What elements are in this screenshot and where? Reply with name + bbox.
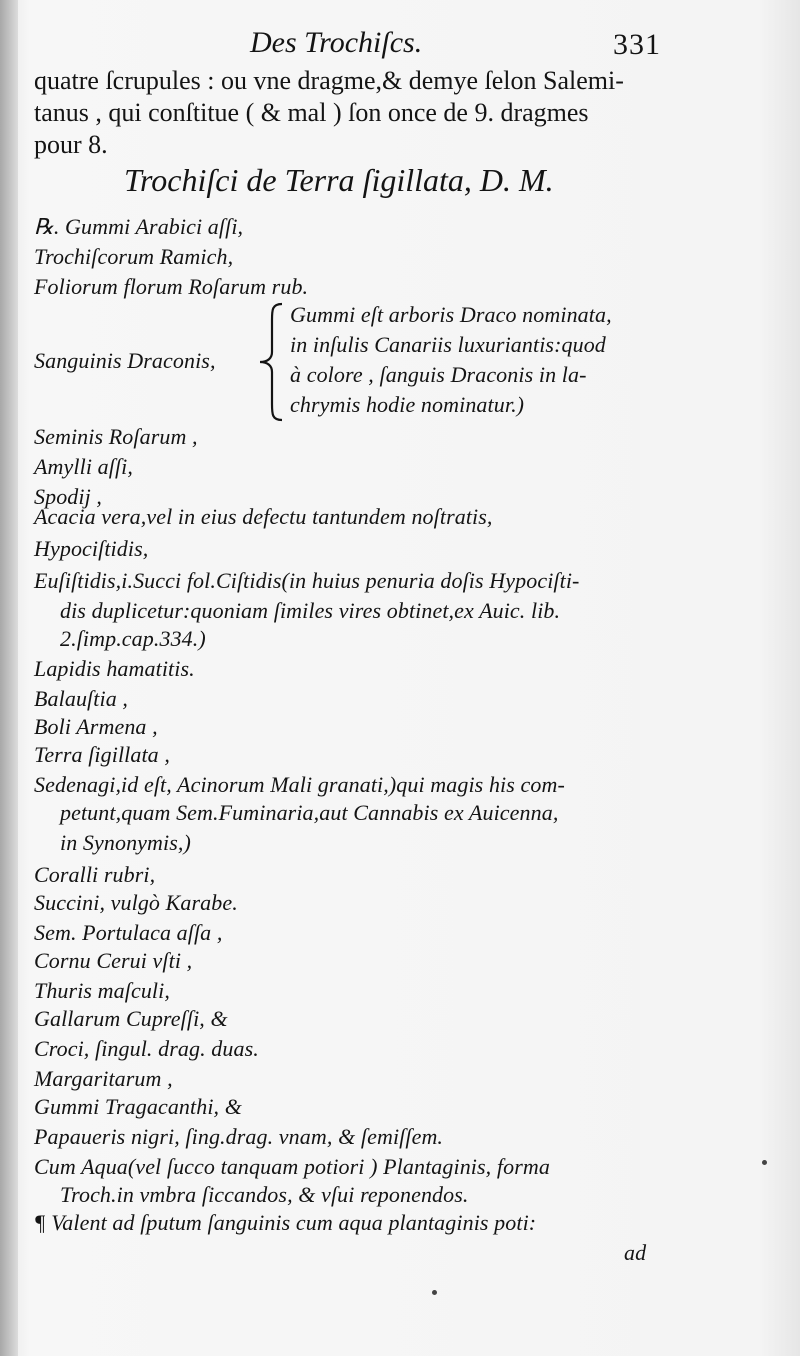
recipe-line: Troch.in vmbra ſiccandos, & vſui reponendos. bbox=[60, 1182, 469, 1207]
recipe-line: Hypociſtidis, bbox=[34, 536, 149, 561]
recipe-line: petunt,quam Sem.Fuminaria,aut Cannabis ex Auicenna, bbox=[60, 800, 559, 825]
recipe-line: Gallarum Cupreſſi, & bbox=[34, 1006, 228, 1031]
sanguinis-label: Sanguinis Draconis, bbox=[34, 348, 216, 373]
recipe-line: Terra ſigillata , bbox=[34, 742, 170, 767]
sanguinis-note-line: in inſulis Canariis luxuriantis:quod bbox=[290, 332, 606, 357]
recipe-line: Gummi Tragacanthi, & bbox=[34, 1094, 242, 1119]
recipe-line: Sedenagi,id eſt, Acinorum Mali granati,)qui magis his com- bbox=[34, 772, 565, 797]
recipe-line: Croci, ſingul. drag. duas. bbox=[34, 1036, 259, 1061]
intro-line-1: quatre ſcrupules : ou vne dragme,& demye ſelon Salemi- bbox=[34, 66, 624, 95]
intro-line-3: pour 8. bbox=[34, 130, 108, 159]
recipe-line: in Synonymis,) bbox=[60, 830, 191, 855]
intro-line-2: tanus , qui conſtitue ( & mal ) ſon once de 9. dragmes bbox=[34, 98, 589, 127]
page-number: 331 bbox=[613, 28, 661, 61]
recipe-line: Boli Armena , bbox=[34, 714, 158, 739]
recipe-line: Balauſtia , bbox=[34, 686, 128, 711]
recipe-line: Foliorum florum Roſarum rub. bbox=[34, 274, 309, 299]
recipe-line: Coralli rubri, bbox=[34, 862, 156, 887]
recipe-line: Spodij , bbox=[34, 484, 103, 509]
ink-speck bbox=[432, 1290, 437, 1295]
recipe-line: ¶ Valent ad ſputum ſanguinis cum aqua plantaginis poti: bbox=[34, 1210, 537, 1235]
catchword: ad bbox=[624, 1240, 647, 1265]
recipe-line: Papaueris nigri, ſing.drag. vnam, & ſemiſſem. bbox=[34, 1124, 444, 1149]
recipe-line: Thuris maſculi, bbox=[34, 978, 170, 1003]
sanguinis-note-line: chrymis hodie nominatur.) bbox=[290, 392, 525, 417]
recipe-line: Sem. Portulaca aſſa , bbox=[34, 920, 223, 945]
recipe-line: Trochiſcorum Ramich, bbox=[34, 244, 234, 269]
section-title: Trochiſci de Terra ſigillata, D. M. bbox=[124, 162, 554, 198]
recipe-line: Margaritarum , bbox=[34, 1066, 173, 1091]
recipe-line: Acacia vera,vel in eius defectu tantundem noſtratis, bbox=[34, 504, 493, 529]
recipe-line: dis duplicetur:quoniam ſimiles vires obtinet,ex Auic. lib. bbox=[60, 598, 561, 623]
sanguinis-note-line: Gummi eſt arboris Draco nominata, bbox=[290, 302, 612, 327]
ink-speck bbox=[762, 1160, 767, 1165]
recipe-line: Euſiſtidis,i.Succi fol.Ciſtidis(in huius penuria doſis Hypociſti- bbox=[34, 568, 580, 593]
recipe-line: 2.ſimp.cap.334.) bbox=[60, 626, 206, 651]
recipe-line: Cornu Cerui vſti , bbox=[34, 948, 193, 973]
recipe-line: Lapidis hamatitis. bbox=[34, 656, 195, 681]
recipe-line: Cum Aqua(vel ſucco tanquam potiori ) Plantaginis, forma bbox=[34, 1154, 550, 1179]
page-spine-shadow bbox=[0, 0, 18, 1356]
curly-brace bbox=[252, 300, 288, 425]
running-head: Des Trochiſcs. bbox=[250, 26, 423, 59]
recipe-line: Seminis Roſarum , bbox=[34, 424, 198, 449]
recipe-line: Succini, vulgò Karabe. bbox=[34, 890, 238, 915]
recipe-line: Amylli aſſi, bbox=[34, 454, 133, 479]
recipe-line: ℞. Gummi Arabici aſſi, bbox=[34, 214, 244, 239]
sanguinis-note-line: à colore , ſanguis Draconis in la- bbox=[290, 362, 587, 387]
